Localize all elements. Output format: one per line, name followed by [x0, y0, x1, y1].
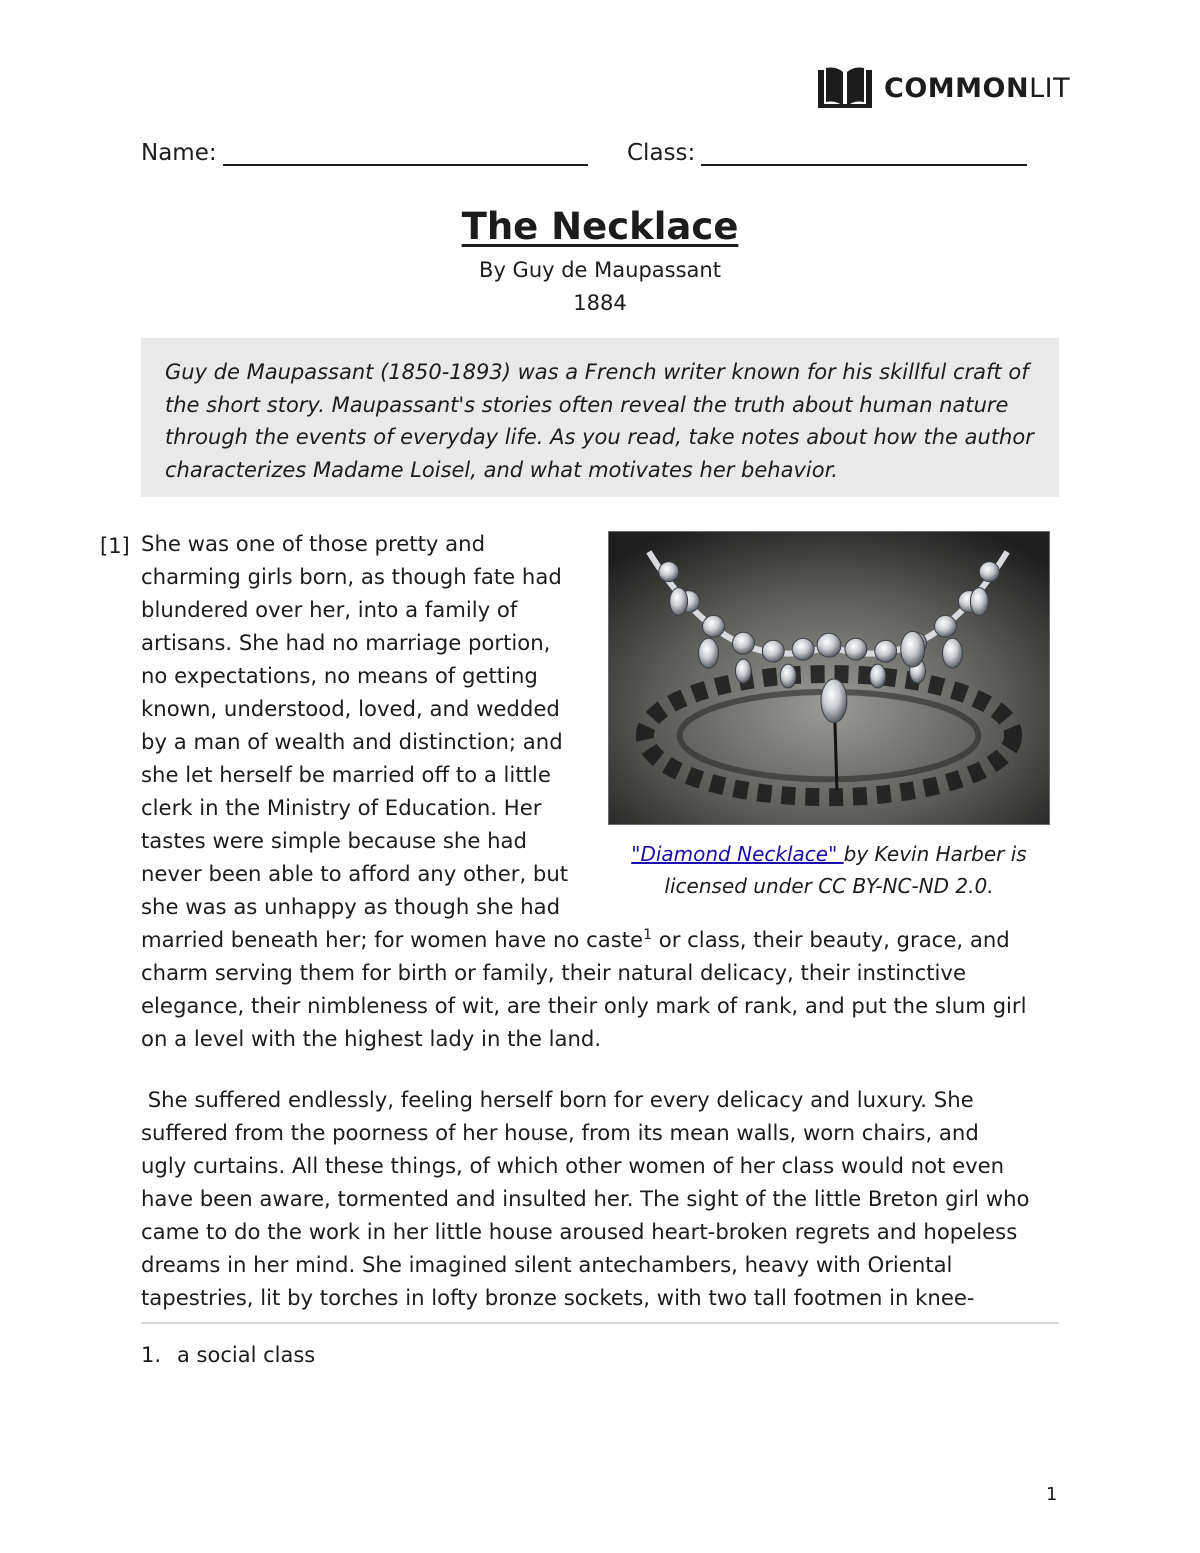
text-line: she let herself be married off to a little — [141, 762, 551, 787]
footnote-text: a social class — [177, 1343, 316, 1367]
caption-line-2: licensed under CC BY-NC-ND 2.0. — [664, 874, 994, 898]
footnote-number: 1. — [141, 1343, 162, 1367]
page-number: 1 — [1046, 1484, 1058, 1505]
text-line: She was one of those pretty and — [141, 531, 486, 556]
text-line: came to do the work in her little house aroused heart-broken regrets and hopeless — [141, 1219, 1018, 1244]
class-label: Class: — [627, 140, 696, 166]
footnote-item — [141, 1340, 315, 1370]
name-field[interactable] — [141, 140, 588, 166]
text-line: no expectations, no means of getting — [141, 663, 538, 688]
text-line: have been aware, tormented and insulted her. The sight of the little Breton girl who — [141, 1186, 1030, 1211]
text-line: by a man of wealth and distinction; and — [141, 729, 563, 754]
caption-line-1: "Diamond Necklace" by Kevin Harber is — [631, 842, 1027, 866]
paragraph-1-full-width — [141, 923, 1071, 1055]
necklace-illustration — [609, 532, 1049, 824]
publication-year: 1884 — [573, 291, 627, 315]
paragraph-2 — [141, 1083, 1071, 1314]
intro-box — [141, 338, 1059, 497]
text-line: tastes were simple because she had — [141, 828, 527, 853]
text-line: known, understood, loved, and wedded — [141, 696, 560, 721]
text-line: charming girls born, as though fate had — [141, 564, 562, 589]
text-line: she was as unhappy as though she had — [141, 894, 561, 919]
image-caption — [608, 838, 1050, 902]
open-book-icon — [816, 66, 874, 110]
text-line: blundered over her, into a family of — [141, 597, 518, 622]
text-line: artisans. She had no marriage portion, — [141, 630, 551, 655]
author-byline: By Guy de Maupassant — [479, 258, 721, 282]
text-line: clerk in the Ministry of Education. Her — [141, 795, 542, 820]
intro-line: through the events of everyday life. As you read, take notes about how the author — [165, 425, 1034, 449]
footnote-divider — [141, 1322, 1059, 1324]
text-line: elegance, their nimbleness of wit, are their only mark of rank, and put the slum girl — [141, 993, 1027, 1018]
logo-wordmark: COMMONLIT — [884, 72, 1071, 104]
intro-line: characterizes Madame Loisel, and what motivates her behavior. — [165, 457, 838, 482]
paragraph-number: [1] — [100, 534, 130, 558]
text-line: on a level with the highest lady in the land. — [141, 1026, 602, 1051]
text-line: married beneath her; for women have no caste$^1$ or class, their beauty, grace, and — [141, 926, 1010, 952]
class-underline[interactable] — [701, 142, 1027, 166]
footnote-marker[interactable]: 1 — [643, 926, 653, 943]
name-label: Name: — [141, 140, 217, 166]
intro-line: the short story. Maupassant's stories often reveal the truth about human nature — [165, 392, 1009, 417]
paragraph-1-beside-image — [141, 527, 601, 923]
text-line: She suffered endlessly, feeling herself born for every delicacy and luxury. She — [141, 1087, 974, 1112]
text-line: suffered from the poorness of her house, from its mean walls, worn chairs, and — [141, 1120, 979, 1145]
class-field[interactable] — [627, 140, 1027, 166]
text-line: dreams in her mind. She imagined silent antechambers, heavy with Oriental — [141, 1252, 953, 1277]
diamond-necklace-photo — [608, 531, 1050, 825]
intro-line: Guy de Maupassant (1850-1893) was a French writer known for his skillful craft of — [165, 360, 1029, 384]
text-line: never been able to afford any other, but — [141, 861, 569, 886]
text-line: ugly curtains. All these things, of which other women of her class would not even — [141, 1153, 1005, 1178]
text-line: charm serving them for birth or family, their natural delicacy, their instinctive — [141, 960, 967, 985]
page-title: The Necklace — [461, 205, 739, 248]
image-source-link[interactable]: "Diamond Necklace" — [631, 842, 844, 866]
commonlit-logo — [816, 66, 1070, 110]
name-underline[interactable] — [223, 142, 588, 166]
text-line: tapestries, lit by torches in lofty bronze sockets, with two tall footmen in knee- — [141, 1285, 975, 1310]
